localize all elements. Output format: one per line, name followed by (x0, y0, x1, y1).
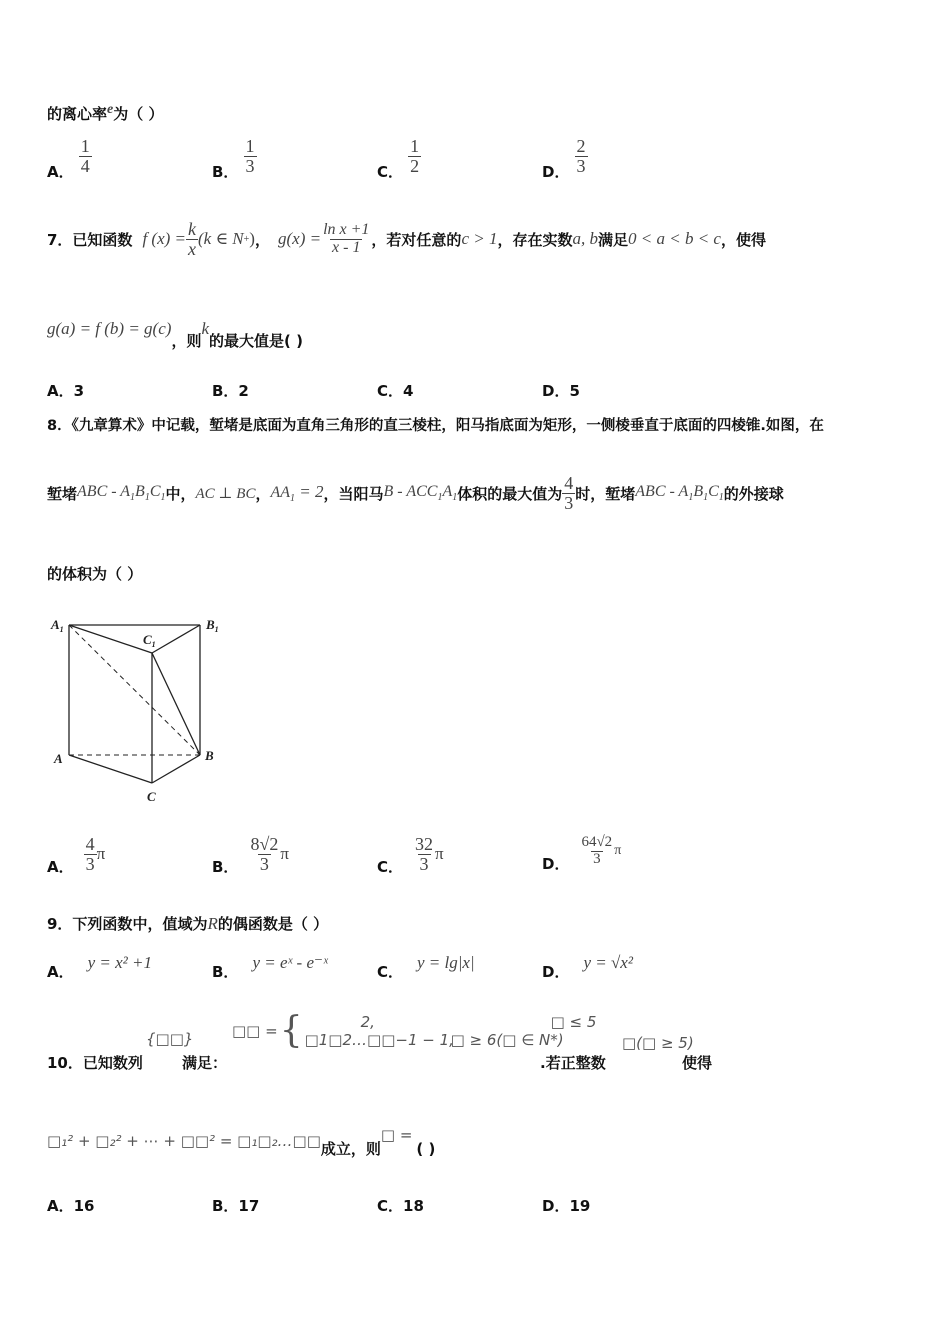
q10-case2-cond: □ ≥ 6 (450, 1030, 497, 1049)
q8-prism: ABC - A (77, 483, 131, 501)
q7-stem-line2 (47, 318, 303, 350)
edge-c1b (152, 653, 200, 755)
q7-option-b[interactable]: B．2 (212, 382, 249, 400)
option-expr: y = eˣ - e⁻ˣ (252, 952, 328, 972)
q8-pyramid: B - ACC (383, 483, 438, 501)
q10-seq: {□□} (146, 1030, 194, 1048)
q7-fx-domain: (k ∈ N (198, 229, 244, 249)
q10-option-d[interactable]: D．19 (542, 1197, 591, 1215)
option-label: C． (377, 857, 404, 876)
q7-equation: g(a) = f (b) = g(c) (47, 318, 172, 338)
q7-fx: f (x) = (142, 229, 187, 249)
fraction: $\frac{2}{3}$ (576, 136, 586, 176)
q7-gx: g(x) = (277, 229, 322, 249)
q7-text: ，使得 (720, 230, 766, 249)
q10-stem-line2 (47, 1125, 436, 1158)
q6-stem-text2: 为（ ） (113, 105, 164, 123)
q7-option-c[interactable]: C．4 (377, 382, 414, 400)
q7-text: 的最大值是( ) (209, 332, 303, 350)
q7-number: 7．已知函数 (47, 230, 133, 249)
q8-text: 体积的最大值为 (457, 484, 563, 503)
q10-cases (305, 1013, 597, 1049)
q8-stem-line2: 堑堵 ABC - $A_1B_1C_1$ 中， AC ⊥ BC ， $AA_1 = 2$ ，当阳马 B - $ACC_1A_1$ 体积的最大值为 $\frac{4}{3}$ 时，堑堵 ABC - $A_1B_1C_1$ 的外接球 (47, 473, 784, 513)
fraction: $\frac{4}{3}$ (85, 834, 95, 874)
label-a: A (54, 751, 63, 766)
q10-domain: (□ ∈ N*) (496, 1030, 564, 1049)
option-label: C． (377, 963, 404, 981)
q10-case2: □1□2…□□−1 − 1, (304, 1030, 454, 1049)
q10-case1: 2, (360, 1012, 375, 1031)
option-label: D． (542, 963, 570, 981)
q10-text: 满足： (182, 1054, 228, 1072)
option-label: D． (542, 162, 570, 181)
q8-option-a[interactable] (47, 835, 105, 874)
option-expr: y = lg|x| (417, 952, 475, 972)
q8-stem-line1: 8．《九章算术》中记载，堑堵是底面为直角三角形的直三棱柱，阳马指底面为矩形，一侧棱垂直于底面的四棱锥.如图，在 (47, 418, 824, 434)
option-label: A． (47, 963, 74, 981)
q6-stem (47, 102, 163, 124)
q8-option-b[interactable] (212, 835, 289, 874)
q7-text: ，则 (171, 332, 202, 350)
q8-text: 堑堵 (47, 484, 78, 503)
q8-text: 的外接球 (723, 484, 784, 503)
q10-text: 成立，则 (320, 1140, 381, 1158)
fraction: $\frac{1}{3}$ (245, 136, 255, 176)
q10-text: ( ) (416, 1139, 436, 1158)
option-label: B． (212, 963, 239, 981)
q8-text: ，当阳马 (323, 484, 384, 503)
option-label: D． (542, 854, 570, 873)
q10-option-b[interactable]: B．17 (212, 1197, 260, 1215)
option-label: A． (47, 857, 74, 876)
q8-stem-line3: 的体积为（ ） (47, 565, 143, 583)
q7-option-a[interactable]: A．3 (47, 382, 85, 400)
q7-option-d[interactable]: D．5 (542, 382, 580, 400)
q6-option-b[interactable] (212, 136, 257, 181)
prism-figure (45, 610, 235, 810)
q8-text: ， (255, 484, 271, 503)
edge-ac (69, 755, 152, 783)
fraction: $\frac{1}{2}$ (410, 136, 420, 176)
q7-stem (47, 220, 766, 259)
label-b: B (205, 748, 214, 763)
q6-stem-text: 的离心率 (47, 105, 108, 123)
q9-text: 9．下列函数中，值域为 (47, 915, 208, 933)
q8-option-c[interactable] (377, 835, 444, 874)
q6-option-a[interactable] (47, 136, 92, 181)
q8-text: 时，堑堵 (575, 484, 636, 503)
q7-comma: ， (254, 230, 270, 249)
pi: π (280, 844, 289, 864)
q9-text: 的偶函数是（ ） (217, 915, 329, 933)
q9-option-b[interactable] (212, 952, 328, 981)
q10-equation: □₁² + □₂² + ⋯ + □□² = □₁□₂…□□ (47, 1131, 321, 1150)
fraction: $\frac{1}{4}$ (80, 136, 90, 176)
q10-option-c[interactable]: C．18 (377, 1197, 424, 1215)
label-b1: $B_1$ (206, 617, 219, 634)
q9-option-d[interactable] (542, 952, 633, 981)
q7-c: c > 1 (461, 229, 498, 249)
q6-option-d[interactable] (542, 136, 588, 181)
option-expr: y = x² +1 (87, 952, 152, 972)
q10-m-cond: □(□ ≥ 5) (622, 1034, 694, 1052)
q10-number: 10．已知数列 (47, 1054, 143, 1072)
q8-perp: AC ⊥ BC (195, 485, 256, 502)
label-c: C (147, 789, 156, 804)
q6-e: e (107, 102, 114, 117)
option-label: B． (212, 162, 239, 181)
q10-text: 使得 (682, 1054, 713, 1072)
label-a1: $A_1$ (51, 617, 64, 634)
q10-case1-cond: □ ≤ 5 (550, 1012, 597, 1031)
q7-sub: + (243, 233, 250, 245)
option-label: C． (377, 162, 404, 181)
q7-text: 满足 (597, 230, 628, 249)
q10-option-a[interactable]: A．16 (47, 1197, 95, 1215)
q10-definition (232, 1010, 596, 1051)
fraction: $\frac{64√2}{3}$ (581, 834, 613, 867)
q9-option-c[interactable] (377, 952, 475, 981)
edge-a1b-hidden (69, 625, 200, 755)
q8-volume-frac: $\frac{4}{3}$ (564, 473, 574, 513)
q8-text: 中， (165, 484, 196, 503)
option-label: B． (212, 857, 239, 876)
q8-aa1-val: = 2 (295, 482, 324, 502)
pi: π (614, 843, 622, 859)
q10-m-eq: □ = (380, 1125, 413, 1144)
q8-aa1: AA (270, 484, 291, 502)
q7-fx-frac: $\frac{k}{x}$ (188, 219, 197, 259)
pi: π (435, 844, 444, 864)
q9-option-a[interactable] (47, 952, 152, 981)
edge-cb (152, 755, 200, 783)
fraction: $\frac{32}{3}$ (415, 834, 434, 874)
brace-icon: { (279, 1010, 303, 1051)
q7-ab: a, b (572, 229, 598, 249)
q10-def-left: □□ = (232, 1021, 278, 1040)
q10-text: .若正整数 (540, 1054, 606, 1072)
label-c1: $C_1$ (143, 632, 156, 649)
q7-ineq: 0 < a < b < c (628, 229, 721, 249)
q7-k: k (201, 318, 209, 338)
q7-text: ，若对任意的 (371, 230, 462, 249)
q7-text: ，存在实数 (497, 230, 573, 249)
edge-a1c1 (69, 625, 152, 653)
q9-r: R (207, 913, 218, 933)
q7-close: ) (249, 229, 255, 249)
edge-c1b1 (152, 625, 200, 653)
q9-stem (47, 913, 328, 934)
fraction: $\frac{8√2}{3}$ (250, 834, 279, 874)
q7-gx-frac: $\frac{\text{ln x +1}}{x - 1}$ (323, 221, 370, 256)
option-expr: y = √x² (583, 952, 633, 972)
q8-option-d[interactable] (542, 834, 622, 873)
pi: π (96, 844, 106, 864)
option-label: A． (47, 162, 74, 181)
q6-option-c[interactable] (377, 136, 421, 181)
